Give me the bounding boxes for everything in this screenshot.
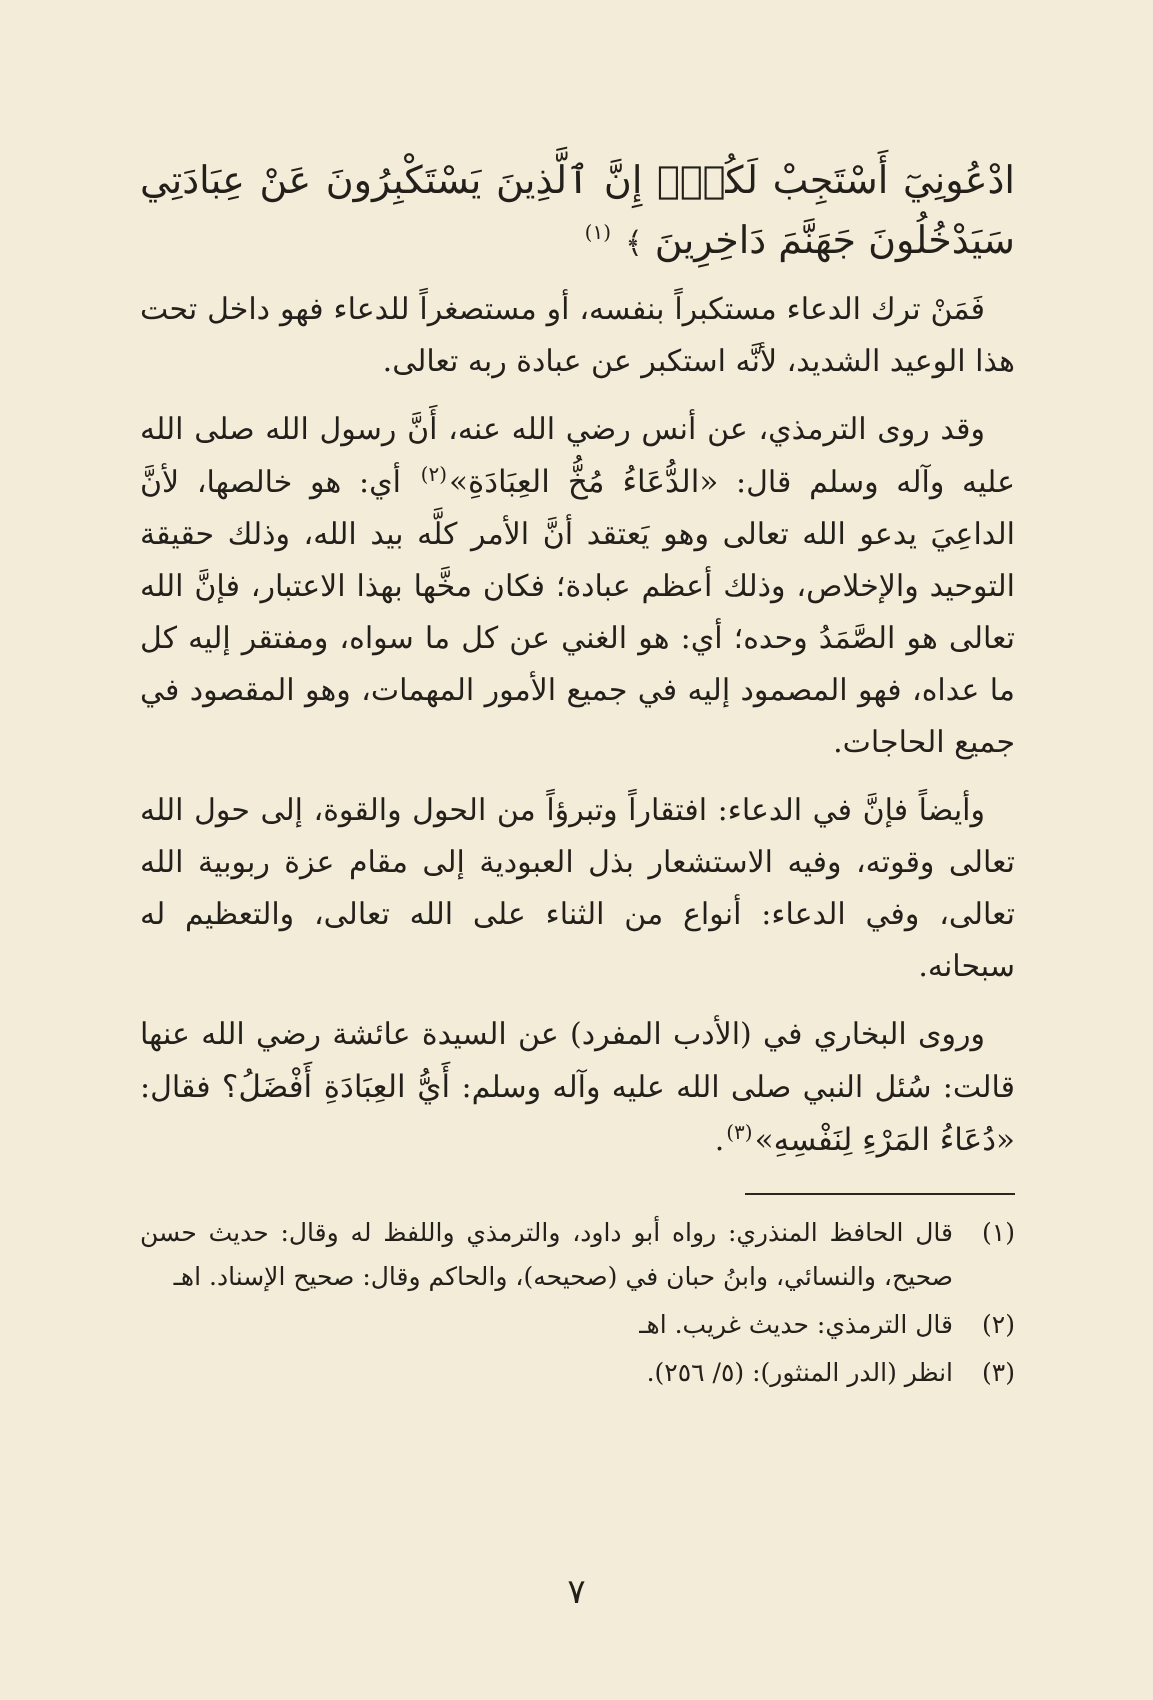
hadith-quote-2: «دُعَاءُ المَرْءِ لِنَفْسِهِ» [754, 1122, 1015, 1158]
footnote-text: قال الترمذي: حديث غريب. اهـ [639, 1310, 953, 1339]
footnote-3 [140, 1351, 1015, 1395]
hadith-question: أَيُّ العِبَادَةِ أَفْضَلُ؟ [221, 1069, 451, 1105]
paragraph-4-middle: فقال: [140, 1070, 222, 1105]
footnote-number: (٢) [982, 1310, 1015, 1339]
page-number: ٧ [567, 1572, 586, 1612]
footnote-2 [140, 1303, 1015, 1347]
footnote-text: قال الحافظ المنذري: رواه أبو داود، والترمذي واللفظ له وقال: حديث حسن صحيح، والنسائي، وابنُ حبان في (صحيحه)، والحاكم وقال: صحيح الإسناد. اهـ [140, 1218, 953, 1291]
paragraph-4-intro: وروى البخاري في (الأدب المفرد) عن السيدة عائشة رضي الله عنها قالت: سُئل النبي صلى الله عليه وآله وسلم: [140, 1017, 1015, 1105]
footnotes [140, 1211, 1015, 1395]
footnote-ref-3[interactable]: (٣) [726, 1120, 753, 1144]
quran-verse [140, 150, 1015, 274]
paragraph-2 [140, 404, 1015, 769]
verse-close-bracket: ﴾ [625, 226, 643, 261]
paragraph-1 [140, 284, 1015, 388]
paragraph-3 [140, 785, 1015, 993]
footnote-divider [745, 1193, 1015, 1195]
paragraph-4 [140, 1009, 1015, 1167]
paragraph-2-intro: وقد روى الترمذي، عن أنس رضي الله عنه، أَنَّ رسول الله صلى الله عليه وآله وسلم قال: [140, 412, 1015, 500]
hadith-quote-1: «الدُّعَاءُ مُخُّ العِبَادَةِ» [449, 464, 719, 500]
footnote-number: (٣) [982, 1358, 1015, 1387]
footnote-ref-2[interactable]: (٢) [420, 462, 448, 486]
paragraph-1-text: فَمَنْ ترك الدعاء مستكبراً بنفسه، أو مستصغراً للدعاء فهو داخل تحت هذا الوعيد الشديد، لأنَّه استكبر عن عبادة ربه تعالى. [140, 292, 1015, 379]
footnote-ref-1[interactable]: (١) [584, 220, 611, 245]
page-body [140, 150, 1015, 1399]
footnote-number: (١) [982, 1218, 1015, 1247]
paragraph-4-end: . [714, 1123, 725, 1158]
paragraph-3-text: وأيضاً فإنَّ في الدعاء: افتقاراً وتبرؤاً من الحول والقوة، إلى حول الله تعالى وقوته، وفيه الاستشعار بذل العبودية إلى مقام عزة ربوبية الله تعالى، وفي الدعاء: أنواع من الثناء على الله تعالى، والتعظيم له سبحانه. [140, 793, 1015, 984]
footnote-1 [140, 1211, 1015, 1299]
verse-text: ادْعُونِيٓ أَسْتَجِبْ لَكُمْۚ إِنَّ ٱلَّذِينَ يَسْتَكْبِرُونَ عَنْ عِبَادَتِي سَيَدْخُلُونَ جَهَنَّمَ دَاخِرِينَ [140, 158, 1015, 262]
footnote-text: انظر (الدر المنثور): (٥/ ٢٥٦). [646, 1358, 953, 1387]
paragraph-2-body: أي: هو خالصها، لأنَّ الداعِيَ يدعو الله تعالى وهو يَعتقد أنَّ الأمر كلَّه بيد الله، وذلك حقيقة التوحيد والإخلاص، وذلك أعظم عبادة؛ فكان مخَّها بهذا الاعتبار، فإنَّ الله تعالى هو الصَّمَدُ وحده؛ أي: هو الغني عن كل ما سواه، ومفتقر إليه كل ما عداه، فهو المصمود إليه في جميع الأمور المهمات، وهو المقصود في جميع الحاجات. [140, 465, 1015, 760]
